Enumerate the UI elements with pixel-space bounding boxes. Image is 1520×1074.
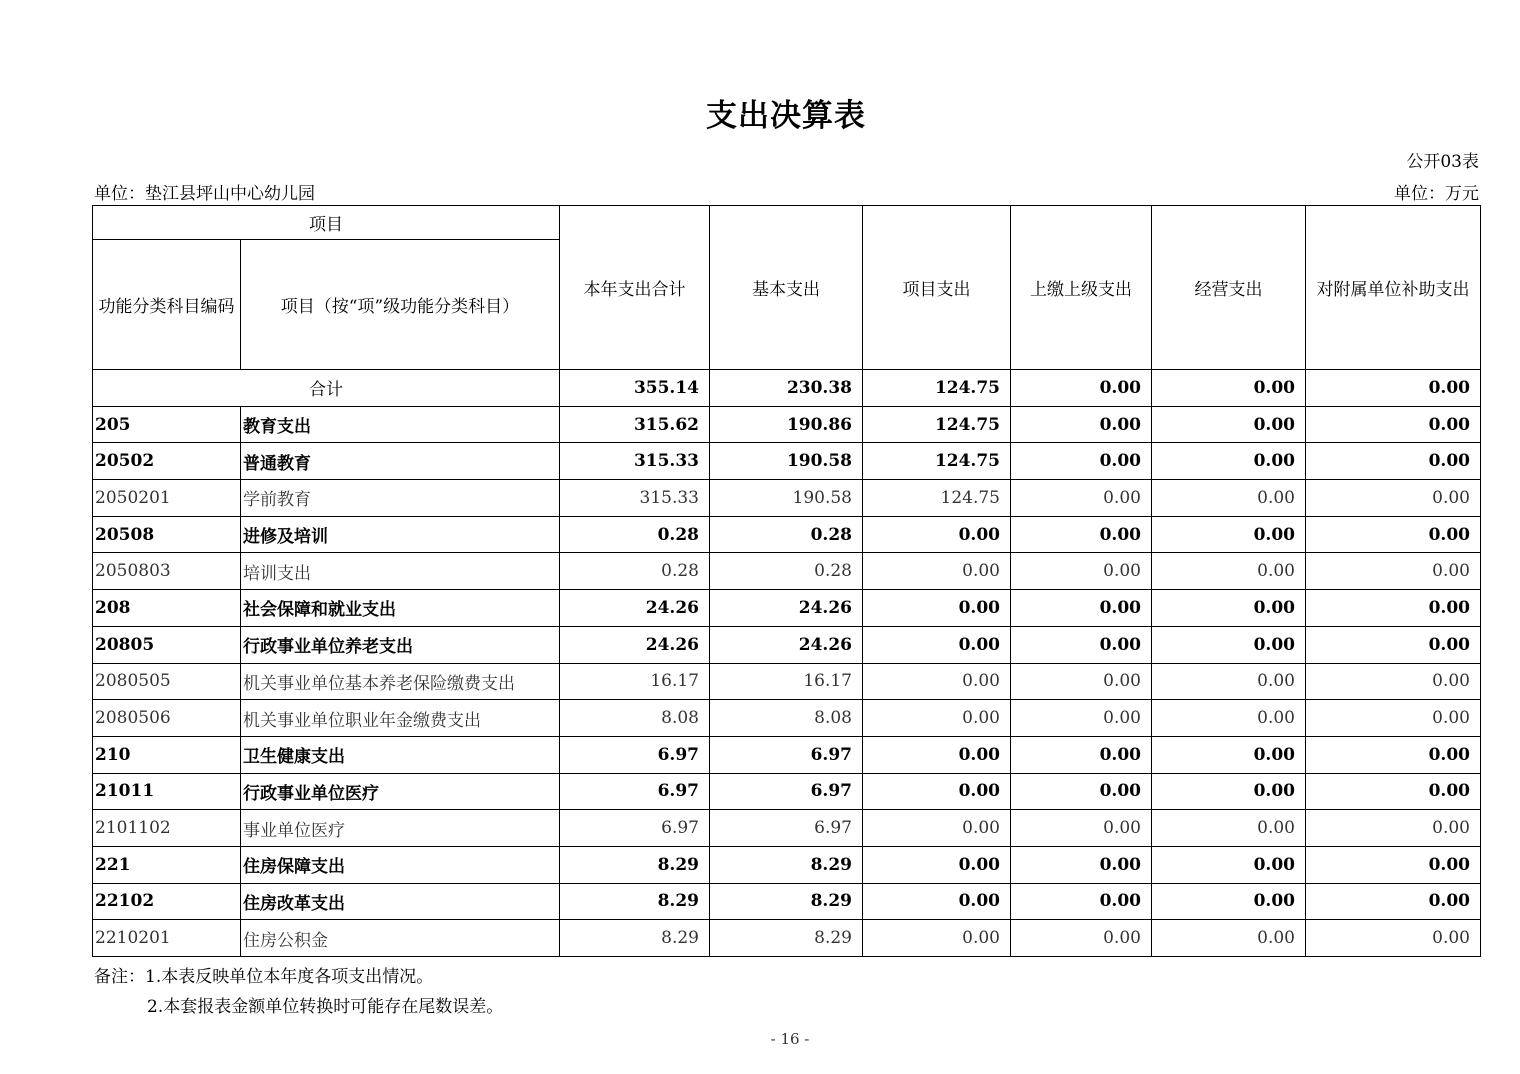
table-row (93, 663, 1481, 700)
row-value: 0.00 (1306, 700, 1481, 737)
row-value: 0.00 (1306, 846, 1481, 883)
header-name: 项目（按“项”级功能分类科目） (241, 240, 560, 370)
row-value: 6.97 (710, 736, 863, 773)
row-value: 0.00 (1011, 700, 1152, 737)
row-value: 0.00 (1306, 443, 1481, 480)
row-value: 0.00 (1011, 846, 1152, 883)
note-2: 2.本套报表金额单位转换时可能存在尾数误差。 (147, 997, 504, 1017)
row-value: 0.00 (1306, 480, 1481, 517)
row-value: 0.00 (1011, 663, 1152, 700)
header-col-total: 本年支出合计 (560, 206, 710, 370)
currency-unit: 单位：万元 (1394, 184, 1479, 204)
row-value: 0.00 (863, 920, 1011, 957)
row-value: 0.00 (1011, 590, 1152, 627)
total-value: 355.14 (560, 370, 710, 407)
table-row (93, 810, 1481, 847)
row-code: 2210201 (93, 920, 241, 957)
row-value: 0.00 (1306, 516, 1481, 553)
row-value: 0.00 (1011, 406, 1152, 443)
row-value: 0.28 (710, 553, 863, 590)
row-value: 0.00 (1011, 553, 1152, 590)
row-name: 行政事业单位医疗 (241, 773, 560, 810)
row-value: 0.00 (1011, 736, 1152, 773)
total-value: 0.00 (1011, 370, 1152, 407)
table-row (93, 480, 1481, 517)
row-value: 0.00 (1152, 810, 1306, 847)
row-value: 24.26 (710, 626, 863, 663)
table-row (93, 883, 1481, 920)
row-value: 0.00 (1306, 406, 1481, 443)
header-col-basic: 基本支出 (710, 206, 863, 370)
row-value: 124.75 (863, 406, 1011, 443)
row-value: 0.00 (1152, 773, 1306, 810)
row-value: 0.00 (1152, 480, 1306, 517)
form-number: 公开03表 (1406, 152, 1479, 172)
header-col-subsidy: 对附属单位补助支出 (1306, 206, 1481, 370)
row-code: 21011 (93, 773, 241, 810)
row-value: 16.17 (710, 663, 863, 700)
expenditure-table (92, 205, 1481, 957)
row-name: 社会保障和就业支出 (241, 590, 560, 627)
row-value: 0.00 (1011, 626, 1152, 663)
table-row (93, 590, 1481, 627)
row-value: 0.00 (863, 700, 1011, 737)
row-value: 8.29 (710, 846, 863, 883)
row-value: 8.29 (560, 883, 710, 920)
header-project: 项目 (93, 206, 560, 240)
total-value: 0.00 (1152, 370, 1306, 407)
page-number: - 16 - (770, 1030, 810, 1048)
row-value: 6.97 (710, 810, 863, 847)
table-row (93, 553, 1481, 590)
row-value: 0.28 (560, 553, 710, 590)
table-row (93, 626, 1481, 663)
row-value: 0.00 (863, 773, 1011, 810)
row-name: 进修及培训 (241, 516, 560, 553)
row-value: 0.00 (1011, 810, 1152, 847)
row-value: 0.00 (1011, 516, 1152, 553)
row-code: 20805 (93, 626, 241, 663)
row-value: 0.00 (1152, 736, 1306, 773)
row-code: 210 (93, 736, 241, 773)
page-title: 支出决算表 (706, 98, 866, 134)
row-value: 0.00 (1152, 663, 1306, 700)
row-value: 8.08 (560, 700, 710, 737)
row-name: 住房改革支出 (241, 883, 560, 920)
row-name: 机关事业单位职业年金缴费支出 (241, 700, 560, 737)
row-value: 0.00 (1011, 883, 1152, 920)
row-value: 6.97 (710, 773, 863, 810)
row-code: 221 (93, 846, 241, 883)
row-value: 124.75 (863, 443, 1011, 480)
row-value: 0.00 (1152, 883, 1306, 920)
row-value: 24.26 (560, 626, 710, 663)
row-value: 0.00 (1306, 920, 1481, 957)
row-value: 0.00 (1152, 406, 1306, 443)
table-row (93, 920, 1481, 957)
unit-name: 单位：垫江县坪山中心幼儿园 (94, 184, 315, 204)
row-value: 0.00 (1011, 443, 1152, 480)
row-value: 8.29 (710, 920, 863, 957)
row-name: 住房保障支出 (241, 846, 560, 883)
row-code: 2080506 (93, 700, 241, 737)
row-value: 0.00 (1152, 516, 1306, 553)
row-name: 住房公积金 (241, 920, 560, 957)
notes (94, 962, 503, 1022)
total-value: 230.38 (710, 370, 863, 407)
row-value: 0.00 (863, 553, 1011, 590)
row-value: 0.00 (863, 590, 1011, 627)
row-value: 0.00 (1152, 920, 1306, 957)
row-code: 208 (93, 590, 241, 627)
row-name: 学前教育 (241, 480, 560, 517)
row-value: 0.00 (1152, 553, 1306, 590)
row-value: 16.17 (560, 663, 710, 700)
row-value: 0.00 (1011, 480, 1152, 517)
row-value: 0.00 (1306, 553, 1481, 590)
note-1: 备注：1.本表反映单位本年度各项支出情况。 (94, 967, 434, 987)
row-value: 0.28 (710, 516, 863, 553)
row-value: 8.08 (710, 700, 863, 737)
row-value: 0.28 (560, 516, 710, 553)
header-col-project: 项目支出 (863, 206, 1011, 370)
row-value: 190.58 (710, 480, 863, 517)
row-value: 0.00 (1306, 663, 1481, 700)
row-value: 315.62 (560, 406, 710, 443)
row-value: 0.00 (1152, 590, 1306, 627)
total-label: 合计 (93, 370, 560, 407)
row-value: 8.29 (560, 920, 710, 957)
header-col-remit: 上缴上级支出 (1011, 206, 1152, 370)
row-value: 0.00 (1306, 590, 1481, 627)
row-code: 2080505 (93, 663, 241, 700)
row-value: 0.00 (863, 663, 1011, 700)
row-value: 0.00 (1306, 773, 1481, 810)
row-value: 8.29 (560, 846, 710, 883)
row-value: 0.00 (1306, 883, 1481, 920)
row-name: 事业单位医疗 (241, 810, 560, 847)
row-value: 6.97 (560, 773, 710, 810)
table-row (93, 443, 1481, 480)
row-value: 0.00 (1306, 810, 1481, 847)
total-row (93, 370, 1481, 407)
row-name: 行政事业单位养老支出 (241, 626, 560, 663)
table-row (93, 406, 1481, 443)
row-code: 20502 (93, 443, 241, 480)
row-value: 0.00 (863, 883, 1011, 920)
row-value: 0.00 (863, 736, 1011, 773)
total-value: 0.00 (1306, 370, 1481, 407)
row-name: 普通教育 (241, 443, 560, 480)
total-value: 124.75 (863, 370, 1011, 407)
row-value: 0.00 (1306, 736, 1481, 773)
row-value: 190.58 (710, 443, 863, 480)
row-value: 0.00 (1011, 773, 1152, 810)
row-name: 教育支出 (241, 406, 560, 443)
table-row (93, 736, 1481, 773)
row-value: 6.97 (560, 810, 710, 847)
row-code: 2050201 (93, 480, 241, 517)
row-code: 2101102 (93, 810, 241, 847)
row-value: 0.00 (1152, 626, 1306, 663)
table-row (93, 846, 1481, 883)
row-value: 0.00 (863, 626, 1011, 663)
row-value: 0.00 (1306, 626, 1481, 663)
row-value: 0.00 (1152, 846, 1306, 883)
row-name: 卫生健康支出 (241, 736, 560, 773)
row-value: 0.00 (863, 516, 1011, 553)
row-value: 6.97 (560, 736, 710, 773)
table-row (93, 700, 1481, 737)
row-value: 0.00 (863, 846, 1011, 883)
row-code: 22102 (93, 883, 241, 920)
row-name: 培训支出 (241, 553, 560, 590)
row-value: 315.33 (560, 480, 710, 517)
table-row (93, 773, 1481, 810)
table-row (93, 516, 1481, 553)
row-value: 190.86 (710, 406, 863, 443)
row-value: 0.00 (863, 810, 1011, 847)
header-col-business: 经营支出 (1152, 206, 1306, 370)
row-code: 2050803 (93, 553, 241, 590)
row-code: 205 (93, 406, 241, 443)
row-value: 315.33 (560, 443, 710, 480)
row-value: 124.75 (863, 480, 1011, 517)
row-value: 0.00 (1152, 700, 1306, 737)
header-code: 功能分类科目编码 (93, 240, 241, 370)
row-value: 8.29 (710, 883, 863, 920)
row-value: 24.26 (710, 590, 863, 627)
row-value: 0.00 (1152, 443, 1306, 480)
row-name: 机关事业单位基本养老保险缴费支出 (241, 663, 560, 700)
row-value: 24.26 (560, 590, 710, 627)
row-code: 20508 (93, 516, 241, 553)
row-value: 0.00 (1011, 920, 1152, 957)
